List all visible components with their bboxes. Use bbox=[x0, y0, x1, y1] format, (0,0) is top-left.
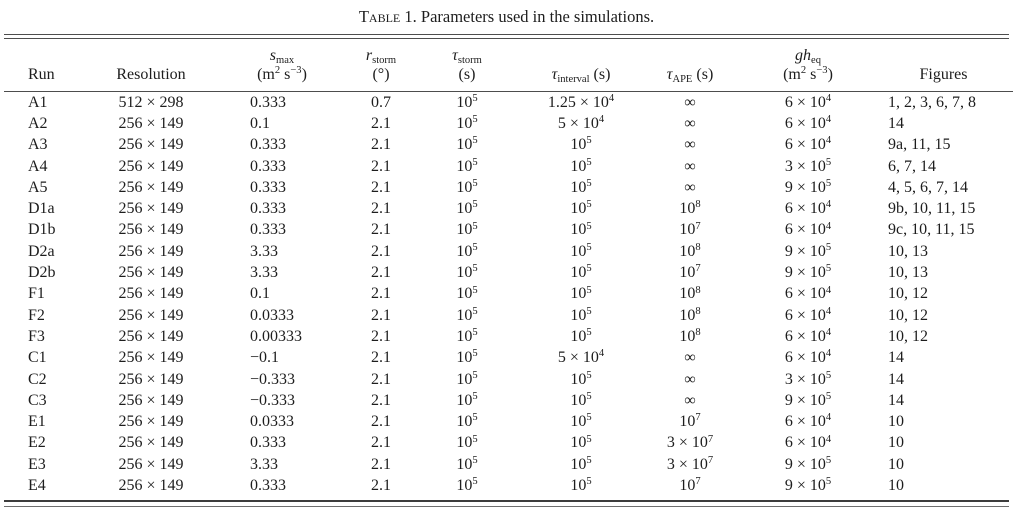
cell-figures: 10, 13 bbox=[888, 264, 928, 282]
cell-resolution: 256 × 149 bbox=[118, 391, 184, 409]
cell-run: D2a bbox=[28, 242, 55, 260]
cell-s_max: 0.1 bbox=[250, 285, 270, 303]
cell-gh_eq: $6 \times 10^4$ bbox=[784, 284, 832, 303]
cell-r_storm: 2.1 bbox=[371, 264, 391, 282]
cell-tau_storm: $10^5$ bbox=[456, 476, 478, 494]
cell-tau_storm: $10^5$ bbox=[456, 348, 478, 367]
table-row-D2b bbox=[4, 262, 1013, 283]
cell-resolution: 256 × 149 bbox=[118, 285, 184, 303]
cell-s_max: 3.33 bbox=[250, 455, 278, 473]
cell-figures: 9b, 10, 11, 15 bbox=[888, 200, 976, 218]
cell-tau_APE: ∞ bbox=[684, 178, 696, 196]
cell-run: D2b bbox=[28, 264, 56, 282]
cell-r_storm: 2.1 bbox=[371, 476, 391, 494]
cell-tau_interval: $10^5$ bbox=[570, 476, 592, 494]
cell-figures: 4, 5, 6, 7, 14 bbox=[888, 178, 968, 196]
cell-s_max: 0.333 bbox=[250, 178, 286, 196]
table-row-F3 bbox=[4, 326, 1013, 347]
parameters-table bbox=[4, 39, 1013, 497]
cell-tau_storm: $10^5$ bbox=[456, 178, 478, 196]
cell-tau_storm: $10^5$ bbox=[456, 135, 478, 154]
cell-s_max: −0.1 bbox=[250, 349, 280, 367]
table-row-E3 bbox=[4, 454, 1013, 475]
cell-tau_interval: $1.25 \times 10^4$ bbox=[547, 92, 615, 111]
cell-r_storm: 2.1 bbox=[371, 242, 391, 260]
cell-gh_eq: $6 \times 10^4$ bbox=[784, 135, 832, 154]
cell-tau_interval: $10^5$ bbox=[570, 391, 592, 409]
cell-run: A2 bbox=[28, 114, 48, 132]
cell-resolution: 256 × 149 bbox=[118, 413, 184, 431]
cell-tau_interval: $5 \times 10^4$ bbox=[557, 348, 605, 367]
cell-s_max: 0.333 bbox=[250, 221, 286, 239]
column-header-figures: Figures bbox=[874, 39, 1013, 92]
cell-tau_APE: ∞ bbox=[684, 136, 696, 154]
cell-run: C1 bbox=[28, 349, 47, 367]
cell-s_max: 0.0333 bbox=[250, 306, 294, 324]
cell-s_max: 0.333 bbox=[250, 93, 286, 111]
cell-resolution: 256 × 149 bbox=[118, 434, 184, 452]
cell-tau_storm: $10^5$ bbox=[456, 412, 478, 431]
cell-gh_eq: $6 \times 10^4$ bbox=[784, 199, 832, 218]
cell-r_storm: 2.1 bbox=[371, 221, 391, 239]
cell-tau_storm: $10^5$ bbox=[456, 220, 478, 239]
cell-gh_eq: $6 \times 10^4$ bbox=[784, 412, 832, 431]
cell-tau_interval: $10^5$ bbox=[570, 284, 592, 303]
cell-figures: 9c, 10, 11, 15 bbox=[888, 221, 975, 239]
cell-figures: 14 bbox=[888, 349, 904, 367]
cell-tau_APE: ∞ bbox=[684, 391, 696, 409]
cell-figures: 6, 7, 14 bbox=[888, 157, 936, 175]
cell-gh_eq: $6 \times 10^4$ bbox=[784, 92, 832, 111]
cell-tau_APE: $3 \times 10^7$ bbox=[666, 433, 714, 452]
cell-gh_eq: $6 \times 10^4$ bbox=[784, 348, 832, 367]
cell-r_storm: 2.1 bbox=[371, 136, 391, 154]
cell-run: C2 bbox=[28, 370, 47, 388]
cell-gh_eq: $9 \times 10^5$ bbox=[784, 391, 832, 409]
cell-gh_eq: $6 \times 10^4$ bbox=[784, 327, 832, 345]
table-row-C3 bbox=[4, 390, 1013, 411]
cell-resolution: 256 × 149 bbox=[118, 136, 184, 154]
cell-tau_storm: $10^5$ bbox=[456, 156, 478, 175]
column-header-tau_interval: $\tau_{interval}$ (s) bbox=[524, 39, 638, 92]
cell-figures: 14 bbox=[888, 114, 904, 132]
cell-s_max: −0.333 bbox=[250, 370, 296, 388]
table-header-row bbox=[4, 39, 1013, 92]
cell-s_max: 0.333 bbox=[250, 434, 286, 452]
cell-r_storm: 0.7 bbox=[371, 93, 391, 111]
cell-resolution: 256 × 149 bbox=[118, 221, 184, 239]
table-row-E1 bbox=[4, 411, 1013, 432]
cell-resolution: 256 × 149 bbox=[118, 455, 184, 473]
cell-run: C3 bbox=[28, 391, 47, 409]
cell-run: F1 bbox=[28, 285, 45, 303]
cell-run: E2 bbox=[28, 434, 46, 452]
cell-figures: 10, 13 bbox=[888, 242, 928, 260]
cell-tau_APE: ∞ bbox=[684, 93, 696, 111]
cell-tau_APE: $10^7$ bbox=[679, 263, 701, 282]
cell-tau_APE: $10^7$ bbox=[679, 220, 701, 239]
cell-tau_storm: $10^5$ bbox=[456, 199, 478, 218]
cell-r_storm: 2.1 bbox=[371, 114, 391, 132]
cell-run: A4 bbox=[28, 157, 48, 175]
cell-figures: 10, 12 bbox=[888, 327, 928, 345]
cell-tau_interval: $10^5$ bbox=[570, 327, 592, 345]
column-header-tau_storm: $\tau_{storm}$ (s) bbox=[410, 39, 524, 92]
cell-run: E3 bbox=[28, 455, 46, 473]
cell-tau_APE: $10^8$ bbox=[679, 241, 701, 260]
cell-tau_storm: $10^5$ bbox=[456, 284, 478, 303]
cell-gh_eq: $3 \times 10^5$ bbox=[784, 156, 832, 175]
cell-tau_interval: $5 \times 10^4$ bbox=[557, 114, 605, 132]
cell-run: D1a bbox=[28, 200, 55, 218]
cell-gh_eq: $6 \times 10^4$ bbox=[784, 433, 832, 452]
cell-r_storm: 2.1 bbox=[371, 391, 391, 409]
cell-tau_interval: $10^5$ bbox=[570, 220, 592, 239]
cell-gh_eq: $9 \times 10^5$ bbox=[784, 454, 832, 473]
cell-resolution: 256 × 149 bbox=[118, 157, 184, 175]
cell-resolution: 256 × 149 bbox=[118, 476, 184, 494]
cell-resolution: 256 × 149 bbox=[118, 114, 184, 132]
table-row-A4 bbox=[4, 156, 1013, 177]
cell-s_max: 3.33 bbox=[250, 264, 278, 282]
bottom-double-rule bbox=[4, 500, 1009, 507]
cell-tau_APE: $10^8$ bbox=[679, 284, 701, 303]
cell-tau_APE: ∞ bbox=[684, 349, 696, 367]
cell-resolution: 256 × 149 bbox=[118, 178, 184, 196]
table-caption bbox=[0, 0, 1013, 27]
cell-tau_storm: $10^5$ bbox=[456, 305, 478, 324]
cell-tau_APE: $10^8$ bbox=[679, 327, 701, 345]
cell-gh_eq: $9 \times 10^5$ bbox=[784, 178, 832, 196]
cell-r_storm: 2.1 bbox=[371, 327, 391, 345]
cell-figures: 14 bbox=[888, 391, 904, 409]
cell-run: F3 bbox=[28, 327, 45, 345]
cell-tau_storm: $10^5$ bbox=[456, 454, 478, 473]
table-row-D1a bbox=[4, 198, 1013, 219]
cell-r_storm: 2.1 bbox=[371, 157, 391, 175]
cell-r_storm: 2.1 bbox=[371, 349, 391, 367]
table-row-A1 bbox=[4, 92, 1013, 114]
column-header-gh_eq: $gh_{eq}$ ($m^2$ $s^{-3}$) bbox=[742, 39, 874, 92]
cell-tau_interval: $10^5$ bbox=[570, 454, 592, 473]
column-header-resolution: Resolution bbox=[90, 39, 212, 92]
cell-tau_APE: $10^8$ bbox=[679, 199, 701, 218]
cell-s_max: 0.00333 bbox=[250, 327, 302, 345]
cell-run: E4 bbox=[28, 476, 46, 494]
cell-r_storm: 2.1 bbox=[371, 178, 391, 196]
cell-s_max: −0.333 bbox=[250, 391, 296, 409]
cell-tau_APE: ∞ bbox=[684, 114, 696, 132]
cell-tau_interval: $10^5$ bbox=[570, 199, 592, 218]
table-row-D1b bbox=[4, 220, 1013, 241]
cell-run: D1b bbox=[28, 221, 56, 239]
table-row-A2 bbox=[4, 113, 1013, 134]
table-row-C2 bbox=[4, 369, 1013, 390]
cell-tau_storm: $10^5$ bbox=[456, 241, 478, 260]
table-row-A5 bbox=[4, 177, 1013, 198]
cell-gh_eq: $6 \times 10^4$ bbox=[784, 114, 832, 132]
cell-gh_eq: $9 \times 10^5$ bbox=[784, 476, 832, 494]
cell-resolution: 256 × 149 bbox=[118, 242, 184, 260]
cell-figures: 1, 2, 3, 6, 7, 8 bbox=[888, 93, 976, 111]
cell-run: A5 bbox=[28, 178, 48, 196]
cell-figures: 10 bbox=[888, 434, 904, 452]
cell-figures: 10 bbox=[888, 455, 904, 473]
cell-r_storm: 2.1 bbox=[371, 434, 391, 452]
table-caption-number: Table 1. bbox=[358, 7, 417, 26]
cell-resolution: 256 × 149 bbox=[118, 370, 184, 388]
column-header-r_storm: $r_{storm}$ (°) bbox=[352, 39, 410, 92]
table-body bbox=[4, 92, 1013, 497]
cell-r_storm: 2.1 bbox=[371, 285, 391, 303]
cell-r_storm: 2.1 bbox=[371, 200, 391, 218]
cell-tau_storm: $10^5$ bbox=[456, 114, 478, 132]
cell-s_max: 0.333 bbox=[250, 157, 286, 175]
cell-gh_eq: $6 \times 10^4$ bbox=[784, 220, 832, 239]
cell-tau_interval: $10^5$ bbox=[570, 369, 592, 388]
cell-tau_APE: ∞ bbox=[684, 370, 696, 388]
column-header-run: Run bbox=[4, 39, 90, 92]
cell-gh_eq: $9 \times 10^5$ bbox=[784, 263, 832, 282]
table-row-E2 bbox=[4, 433, 1013, 454]
cell-tau_APE: $10^8$ bbox=[679, 305, 701, 324]
cell-tau_APE: $3 \times 10^7$ bbox=[666, 454, 714, 473]
cell-tau_storm: $10^5$ bbox=[456, 327, 478, 345]
cell-figures: 10, 12 bbox=[888, 306, 928, 324]
table-row-C1 bbox=[4, 348, 1013, 369]
cell-tau_storm: $10^5$ bbox=[456, 433, 478, 452]
cell-resolution: 256 × 149 bbox=[118, 200, 184, 218]
cell-resolution: 256 × 149 bbox=[118, 306, 184, 324]
cell-r_storm: 2.1 bbox=[371, 306, 391, 324]
cell-tau_interval: $10^5$ bbox=[570, 433, 592, 452]
cell-tau_interval: $10^5$ bbox=[570, 305, 592, 324]
cell-gh_eq: $9 \times 10^5$ bbox=[784, 241, 832, 260]
table-row-F2 bbox=[4, 305, 1013, 326]
cell-tau_interval: $10^5$ bbox=[570, 263, 592, 282]
cell-s_max: 0.0333 bbox=[250, 413, 294, 431]
cell-gh_eq: $3 \times 10^5$ bbox=[784, 369, 832, 388]
table-row-A3 bbox=[4, 135, 1013, 156]
cell-s_max: 0.1 bbox=[250, 114, 270, 132]
cell-tau_APE: $10^7$ bbox=[679, 476, 701, 494]
table-row-F1 bbox=[4, 284, 1013, 305]
table-row-D2a bbox=[4, 241, 1013, 262]
cell-r_storm: 2.1 bbox=[371, 370, 391, 388]
cell-tau_interval: $10^5$ bbox=[570, 156, 592, 175]
cell-tau_APE: ∞ bbox=[684, 157, 696, 175]
cell-tau_interval: $10^5$ bbox=[570, 241, 592, 260]
cell-resolution: 512 × 298 bbox=[118, 93, 184, 111]
cell-run: E1 bbox=[28, 413, 46, 431]
cell-figures: 10 bbox=[888, 413, 904, 431]
cell-tau_storm: $10^5$ bbox=[456, 391, 478, 409]
cell-run: A3 bbox=[28, 136, 48, 154]
cell-figures: 10 bbox=[888, 476, 904, 494]
cell-tau_storm: $10^5$ bbox=[456, 263, 478, 282]
table-caption-text: Parameters used in the simulations. bbox=[420, 7, 655, 26]
cell-figures: 10, 12 bbox=[888, 285, 928, 303]
table-row-E4 bbox=[4, 475, 1013, 496]
cell-run: A1 bbox=[28, 93, 48, 111]
cell-s_max: 0.333 bbox=[250, 200, 286, 218]
cell-resolution: 256 × 149 bbox=[118, 349, 184, 367]
cell-s_max: 3.33 bbox=[250, 242, 278, 260]
cell-resolution: 256 × 149 bbox=[118, 264, 184, 282]
table-header bbox=[4, 39, 1013, 92]
cell-gh_eq: $6 \times 10^4$ bbox=[784, 305, 832, 324]
cell-tau_storm: $10^5$ bbox=[456, 369, 478, 388]
cell-figures: 14 bbox=[888, 370, 904, 388]
cell-s_max: 0.333 bbox=[250, 136, 286, 154]
cell-tau_interval: $10^5$ bbox=[570, 178, 592, 196]
cell-resolution: 256 × 149 bbox=[118, 327, 184, 345]
cell-tau_interval: $10^5$ bbox=[570, 135, 592, 154]
cell-s_max: 0.333 bbox=[250, 476, 286, 494]
column-header-s_max: $s_{max}$ ($m^2$ $s^{-3}$) bbox=[212, 39, 352, 92]
cell-r_storm: 2.1 bbox=[371, 455, 391, 473]
column-header-tau_APE: $\tau_{APE}$ (s) bbox=[638, 39, 742, 92]
cell-tau_storm: $10^5$ bbox=[456, 92, 478, 111]
cell-run: F2 bbox=[28, 306, 45, 324]
cell-tau_interval: $10^5$ bbox=[570, 412, 592, 431]
cell-tau_APE: $10^7$ bbox=[679, 412, 701, 431]
cell-figures: 9a, 11, 15 bbox=[888, 136, 951, 154]
cell-r_storm: 2.1 bbox=[371, 413, 391, 431]
